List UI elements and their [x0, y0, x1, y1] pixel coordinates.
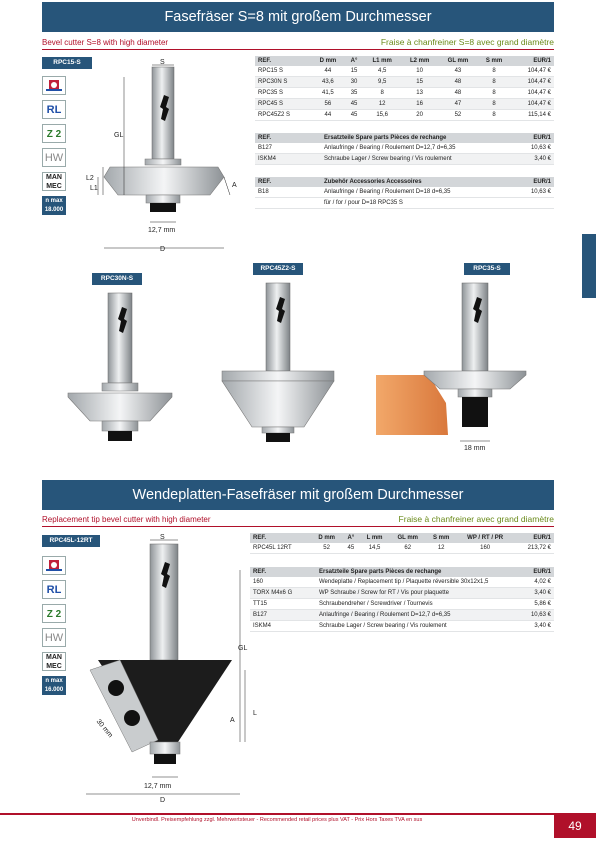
- dim-bearing: 12,7 mm: [148, 227, 176, 234]
- section2-title: Wendeplatten-Fasefräser mit großem Durchmesser: [42, 480, 554, 510]
- manual-machine-icon: MAN MEC: [42, 652, 66, 671]
- dim-l2: L2: [86, 175, 94, 182]
- manual-machine-icon: MAN MEC: [42, 172, 66, 191]
- max-rpm-icon: n max 18.000: [42, 196, 66, 215]
- section2-subtitle-fr: Fraise à chanfreiner avec grand diamètre: [398, 514, 554, 524]
- table-row: RPC45 S 56 45 12 16 47 8 104,47 €: [255, 99, 554, 110]
- dim-a: A: [230, 717, 235, 724]
- chapter-tab: [582, 234, 596, 298]
- dim-blade: 30 mm: [94, 718, 114, 740]
- table-row: 160 Wendeplatte / Replacement tip / Plaquette réversible 30x12x1,5 4,02 €: [250, 577, 554, 588]
- dim-d: D: [160, 797, 166, 804]
- dim-s: S: [160, 534, 165, 541]
- section2-subtitle-en: Replacement tip bevel cutter with high diameter: [42, 515, 211, 524]
- product-tag-rpc45l: RPC45L-12RT: [42, 535, 100, 547]
- footer-note: Unverbindl. Preisempfehlung zzgl. Mehrwertsteuer - Recommended retail prices plus VAT - Prix Hors Taxes TVA en sus: [131, 817, 423, 823]
- section1-title: Fasefräser S=8 mit großem Durchmesser: [42, 2, 554, 32]
- dim-gl: GL: [114, 132, 124, 139]
- section1-divider: [42, 49, 554, 50]
- dim-bearing: 12,7 mm: [144, 783, 172, 790]
- teeth-count-icon: Z 2: [42, 124, 66, 143]
- table-row: ISKM4 Schraube Lager / Screw bearing / Vis roulement 3,40 €: [255, 154, 554, 165]
- hardmetal-icon: HW: [42, 628, 66, 647]
- hardmetal-icon: HW: [42, 148, 66, 167]
- rpc45z2-drawing: [218, 275, 338, 445]
- section1-subtitle-fr: Fraise à chanfreiner S=8 avec grand diamètre: [380, 37, 554, 47]
- dim-l1: L1: [90, 185, 98, 192]
- dim-bearing-18: 18 mm: [464, 445, 486, 452]
- section1-accessories-table: REF. Zubehör Accessories Accessoires EUR/1 B18 Anlaufringe / Bearing / Roulement D=18 d=6,35 10,63 € für / for / pour D=18 RPC35 S: [255, 177, 554, 209]
- footer-divider: [0, 813, 596, 815]
- dim-s: S: [160, 59, 165, 66]
- rpc15-drawing: [86, 55, 240, 255]
- rotation-icon: RL: [42, 580, 66, 599]
- product-tag-rpc30n: RPC30N-S: [92, 273, 142, 285]
- dim-a: A: [232, 182, 237, 189]
- section2-product-table: REF. D mm A° L mm GL mm S mm WP / RT / PR EUR/1 RPC45L 12RT 52 45 14,5 62 12 160 213,72 €: [250, 533, 554, 554]
- table-row: RPC30N S 43,6 30 9,5 15 48 8 104,47 €: [255, 77, 554, 88]
- table-row: TORX M4x6 G WP Schraube / Screw for RT / Vis pour plaquette 3,40 €: [250, 588, 554, 599]
- table-row: B18 Anlaufringe / Bearing / Roulement D=18 d=6,35 10,63 €: [255, 187, 554, 198]
- table-row: B127 Anlaufringe / Bearing / Roulement D=12,7 d=6,35 10,63 €: [255, 143, 554, 154]
- table-row: für / for / pour D=18 RPC35 S: [255, 198, 554, 209]
- max-rpm-icon: n max 16.000: [42, 676, 66, 695]
- section2-divider: [42, 526, 554, 527]
- rpc35-drawing: [374, 275, 554, 465]
- rpc45l-drawing: [80, 530, 257, 810]
- product-tag-rpc35: RPC35-S: [464, 263, 510, 275]
- page-number: 49: [554, 814, 596, 838]
- rotation-icon: RL: [42, 100, 66, 119]
- product-tag-rpc15: RPC15-S: [42, 57, 92, 69]
- table-header-row: REF. D mm A° L1 mm L2 mm GL mm S mm EUR/1: [255, 56, 554, 66]
- teeth-count-icon: Z 2: [42, 604, 66, 623]
- table-row: TT15 Schraubendreher / Screwdriver / Tournevis 5,86 €: [250, 599, 554, 610]
- table-row: RPC15 S 44 15 4,5 10 43 8 104,47 €: [255, 66, 554, 77]
- router-icon: [42, 556, 66, 575]
- table-row: RPC45Z2 S 44 45 15,6 20 52 8 115,14 €: [255, 110, 554, 121]
- dim-l: L: [253, 710, 257, 717]
- table-row: ISKM4 Schraube Lager / Screw bearing / Vis roulement 3,40 €: [250, 621, 554, 632]
- table-row: RPC35 S 41,5 35 8 13 48 8 104,47 €: [255, 88, 554, 99]
- table-row: B127 Anlaufringe / Bearing / Roulement D=12,7 d=6,35 10,63 €: [250, 610, 554, 621]
- section1-subtitle-en: Bevel cutter S=8 with high diameter: [42, 38, 169, 47]
- product-tag-rpc45z2: RPC45Z2-S: [253, 263, 303, 275]
- router-icon: [42, 76, 66, 95]
- dim-d: D: [160, 246, 166, 253]
- table-row: RPC45L 12RT 52 45 14,5 62 12 160 213,72 €: [250, 543, 554, 554]
- dim-gl: GL: [238, 645, 248, 652]
- section1-spare-table: REF. Ersatzteile Spare parts Pièces de rechange EUR/1 B127 Anlaufringe / Bearing / Roulement D=12,7 d=6,35 10,63 € ISKM4 Schraube Lager / Screw bearing / Vis roulement 3,40 €: [255, 133, 554, 165]
- section1-product-table: [255, 56, 554, 121]
- rpc30n-drawing: [60, 285, 180, 455]
- section2-spare-table: REF. Ersatzteile Spare parts Pièces de rechange EUR/1 160 Wendeplatte / Replacement tip / Plaquette réversible 30x12x1,5 4,02 € TORX M4x6 G WP Schraube / Screw for RT / Vis pour plaquette 3,40 € TT15 Schraubendreher / Screwdriver / Tournevis 5,86 € B127 Anlaufringe / Bearing / Roulement D=12,7 d=6,35 10,63 € ISKM4 Schraube Lager / Screw bearing / Vis roulement 3,40 €: [250, 567, 554, 632]
